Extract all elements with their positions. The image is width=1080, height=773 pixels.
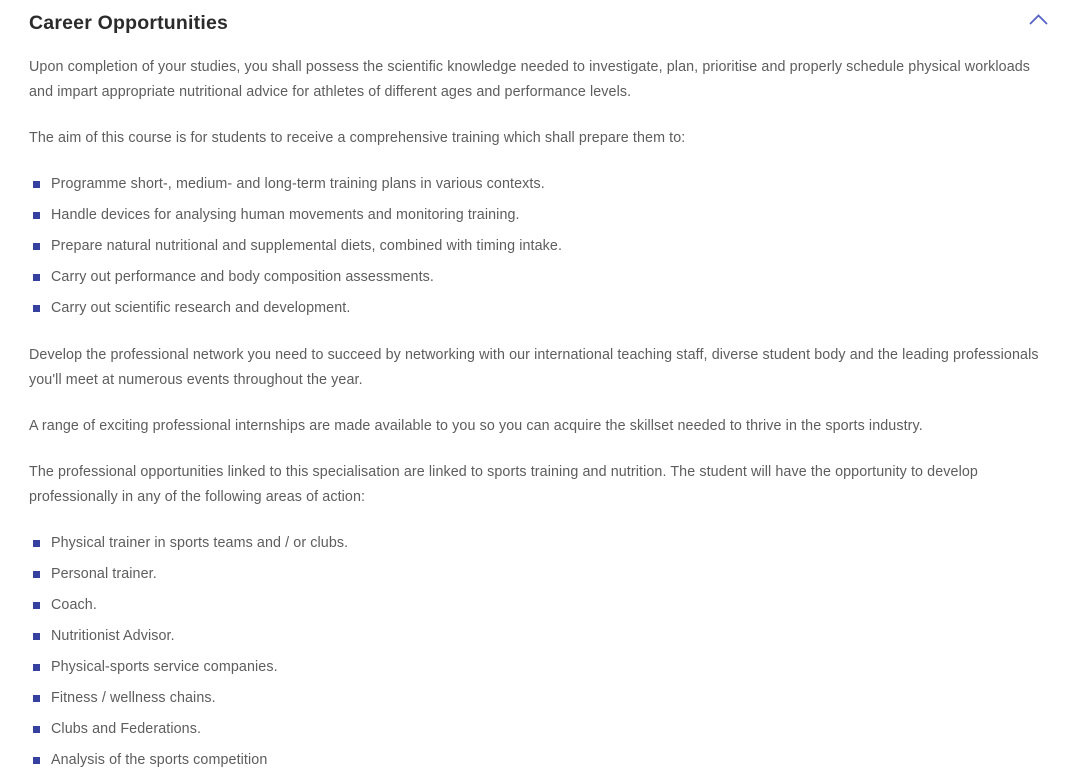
paragraph-network: Develop the professional network you need to succeed by networking with our international teaching staff, diverse student body and the leading professionals you'll meet at numerous events throughout the year. [29, 347, 1039, 388]
paragraph-internships: A range of exciting professional internships are made available to you so you can acquire the skillset needed to thrive in the sports industry. [29, 418, 923, 434]
square-bullet-icon [33, 757, 40, 764]
list-item-label: Clubs and Federations. [51, 721, 202, 737]
list-item-label: Prepare natural nutritional and supplemental diets, combined with timing intake. [51, 238, 563, 254]
list-item-label: Coach. [51, 597, 97, 613]
square-bullet-icon [33, 243, 40, 250]
list-item [29, 686, 1050, 711]
list-item-label: Personal trainer. [51, 566, 157, 582]
list-item-label: Programme short-, medium- and long-term training plans in various contexts. [51, 176, 545, 192]
list-item-label: Fitness / wellness chains. [51, 690, 216, 706]
list-item [29, 531, 1050, 556]
accordion-body [29, 55, 1050, 773]
square-bullet-icon [33, 540, 40, 547]
list-item-label: Analysis of the sports competition [51, 752, 268, 768]
list-item [29, 234, 1050, 259]
square-bullet-icon [33, 181, 40, 188]
square-bullet-icon [33, 305, 40, 312]
collapse-toggle-button[interactable] [1029, 14, 1048, 25]
list-item-label: Carry out performance and body composition assessments. [51, 269, 434, 285]
square-bullet-icon [33, 212, 40, 219]
list-item [29, 593, 1050, 618]
square-bullet-icon [33, 695, 40, 702]
list-item [29, 748, 1050, 773]
section-title: Career Opportunities [29, 12, 229, 34]
list-item-label: Physical-sports service companies. [51, 659, 278, 675]
square-bullet-icon [33, 726, 40, 733]
square-bullet-icon [33, 602, 40, 609]
list-item-label: Handle devices for analysing human movements and monitoring training. [51, 207, 520, 223]
accordion-header[interactable] [29, 6, 1050, 55]
list-item [29, 296, 1050, 321]
list-item [29, 717, 1050, 742]
training-outcomes-list [29, 172, 1050, 321]
paragraph-opportunities: The professional opportunities linked to this specialisation are linked to sports training and nutrition. The student will have the opportunity to develop professionally in any of the following areas of action: [29, 464, 978, 505]
career-areas-list [29, 531, 1050, 773]
chevron-up-icon [1029, 13, 1048, 28]
list-item-label: Nutritionist Advisor. [51, 628, 175, 644]
list-item [29, 265, 1050, 290]
square-bullet-icon [33, 571, 40, 578]
paragraph-intro-1: Upon completion of your studies, you shall possess the scientific knowledge needed to investigate, plan, prioritise and properly schedule physical workloads and impart appropriate nutritional advice for athletes of different ages and performance levels. [29, 59, 1031, 100]
square-bullet-icon [33, 664, 40, 671]
paragraph-intro-2: The aim of this course is for students to receive a comprehensive training which shall prepare them to: [29, 130, 686, 146]
list-item [29, 203, 1050, 228]
square-bullet-icon [33, 274, 40, 281]
list-item [29, 172, 1050, 197]
list-item [29, 655, 1050, 680]
list-item [29, 562, 1050, 587]
square-bullet-icon [33, 633, 40, 640]
list-item-label: Carry out scientific research and development. [51, 300, 351, 316]
list-item [29, 624, 1050, 649]
list-item-label: Physical trainer in sports teams and / or clubs. [51, 535, 349, 551]
